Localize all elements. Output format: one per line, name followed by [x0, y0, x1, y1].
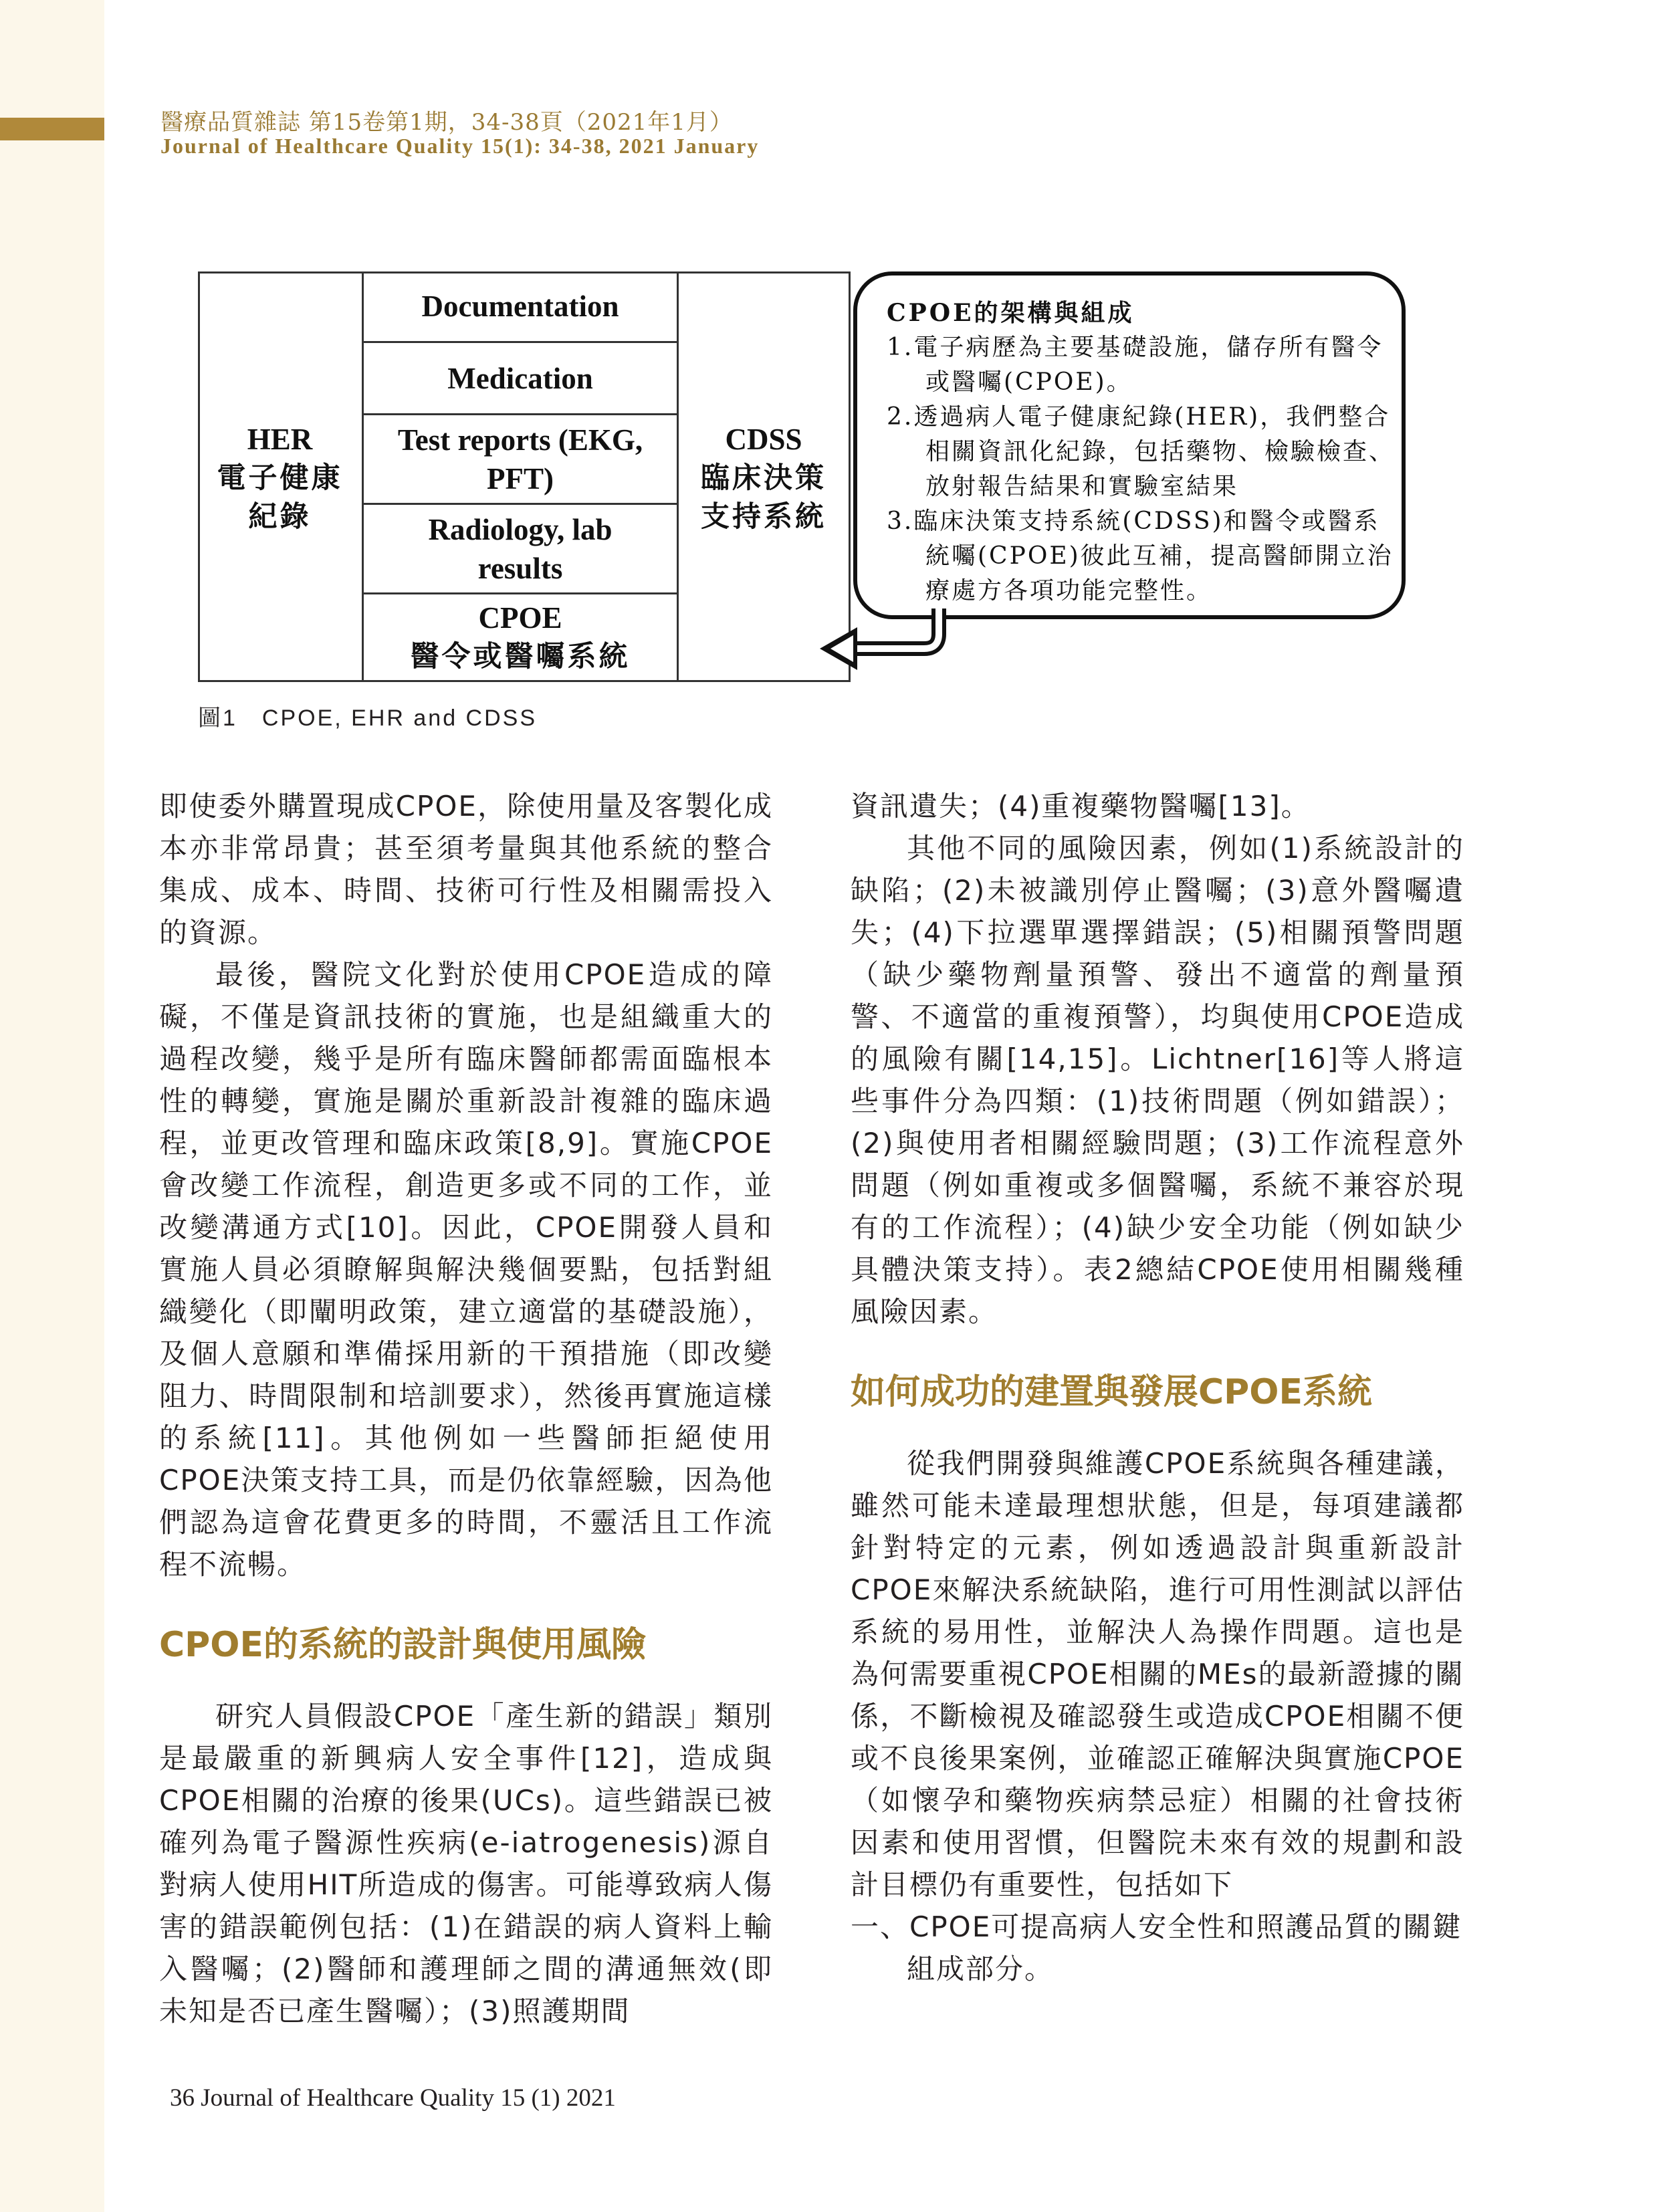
- callout-item: 1.電子病歷為主要基礎設施，儲存所有醫令或醫囑(CPOE)。: [887, 334, 1384, 396]
- section-heading: CPOE的系統的設計與使用風險: [159, 1625, 647, 1665]
- cpoe-callout-box: [853, 271, 1406, 619]
- body-paragraph: 資訊遺失；(4)重複藥物醫囑[13]。: [851, 790, 1311, 822]
- right-column: [851, 785, 1464, 1990]
- page-footer: 36 Journal of Healthcare Quality 15 (1) 2021: [170, 2084, 616, 2112]
- cell-text-zh: 醫令或醫囑系統: [410, 640, 631, 673]
- body-paragraph: 其他不同的風險因素，例如(1)系統設計的缺陷；(2)未被識別停止醫囑；(3)意外醫囑遺失；(4)下拉選單選擇錯誤；(5)相關預警問題（缺少藥物劑量預警、發出不適當的劑量預警、不適當的重複預警），均與使用CPOE造成的風險有關[14,15]。Lichtner[16]等人將這些事件分為四類：(1)技術問題（例如錯誤）；(2)與使用者相關經驗問題；(3)工作流程意外問題（例如重複或多個醫囑，系統不兼容於現有的工作流程）；(4)缺少安全功能（例如缺少具體決策支持）。表2總結CPOE使用相關幾種風險因素。: [851, 832, 1464, 1328]
- callout-item: 2.透過病人電子健康紀錄(HER)，我們整合相關資訊化紀錄，包括藥物、檢驗檢查、放射報告結果和實驗室結果: [887, 403, 1396, 500]
- section-heading: 如何成功的建置與發展CPOE系統: [851, 1372, 1373, 1412]
- callout-item: 3.臨床決策支持系統(CDSS)和醫令或醫系統囑(CPOE)彼此互補，提高醫師開立治療處方各項功能完整性。: [887, 508, 1394, 604]
- cdss-label-zh-2: 支持系統: [701, 500, 826, 534]
- her-cell: [198, 271, 362, 682]
- callout-arrow-icon: [814, 609, 948, 682]
- figure-caption: 圖1 CPOE, EHR and CDSS: [198, 705, 538, 731]
- cell-text: Medication: [447, 361, 593, 395]
- body-paragraph: 研究人員假設CPOE「產生新的錯誤」類別是最嚴重的新興病人安全事件[12]，造成與CPOE相關的治療的後果(UCs)。這些錯誤已被確列為電子醫源性疾病(e-iatrogenesis)源自對病人使用HIT所造成的傷害。可能導致病人傷害的錯誤範例包括：(1)在錯誤的病人資料上輸入醫囑；(2)醫師和護理師之間的溝通無效(即未知是否已產生醫囑）；(3)照護期間: [159, 1700, 773, 2027]
- body-paragraph: 最後，醫院文化對於使用CPOE造成的障礙，不僅是資訊技術的實施，也是組織重大的過程改變，幾乎是所有臨床醫師都需面臨根本性的轉變，實施是關於重新設計複雜的臨床過程，並更改管理和臨床政策[8,9]。實施CPOE會改變工作流程，創造更多或不同的工作，並改變溝通方式[10]。因此，CPOE開發人員和實施人員必須瞭解與解決幾個要點，包括對組織變化（即闡明政策，建立適當的基礎設施），及個人意願和準備採用新的干預措施（即改變阻力、時間限制和培訓要求），然後再實施這樣的系統[11]。其他例如一些醫師拒絕使用CPOE決策支持工具，而是仍依靠經驗，因為他們認為這會花費更多的時間，不靈活且工作流程不流暢。: [159, 958, 773, 1581]
- cdss-label-zh-1: 臨床決策: [701, 461, 826, 495]
- her-label-zh-1: 電子健康: [217, 461, 343, 495]
- cell-documentation: [364, 271, 677, 341]
- list-item: 一、CPOE可提高病人安全性和照護品質的關鍵組成部分。: [851, 1910, 1462, 1985]
- cell-radiology: [364, 505, 677, 592]
- cell-text: CPOE: [478, 601, 562, 635]
- cell-cpoe: [364, 594, 677, 680]
- cell-text: Radiology, lab: [428, 512, 613, 546]
- cell-text: results: [477, 551, 563, 585]
- her-label: HER: [247, 423, 313, 456]
- cell-text: PFT): [487, 461, 554, 495]
- journal-header-zh: 醫療品質雜誌 第15卷第1期，34-38頁（2021年1月）: [160, 109, 733, 136]
- page-margin-strip: [0, 0, 104, 2212]
- her-label-zh-2: 紀錄: [248, 500, 312, 534]
- callout-title: CPOE的架構與組成: [887, 299, 1135, 327]
- left-column: [159, 785, 773, 2032]
- cell-text: Test reports (EKG,: [397, 423, 643, 457]
- cell-medication: [364, 343, 677, 413]
- header-accent-bar: [0, 118, 104, 140]
- cell-test-reports: [364, 415, 677, 503]
- cell-text: Documentation: [421, 290, 619, 323]
- journal-header-en: Journal of Healthcare Quality 15(1): 34-38, 2021 January: [160, 134, 760, 158]
- figure-1: [198, 271, 853, 685]
- body-paragraph: 從我們開發與維護CPOE系統與各種建議，雖然可能未達最理想狀態，但是，每項建議都針對特定的元素，例如透過設計與重新設計CPOE來解決系統缺陷，進行可用性測試以評估系統的易用性，並解決人為操作問題。這也是為何需要重視CPOE相關的MEs的最新證據的關係，不斷檢視及確認發生或造成CPOE相關不便或不良後果案例，並確認正確解決與實施CPOE（如懷孕和藥物疾病禁忌症）相關的社會技術因素和使用習慣，但醫院未來有效的規劃和設計目標仍有重要性，包括如下: [851, 1447, 1464, 1901]
- cdss-label: CDSS: [725, 423, 802, 456]
- body-paragraph: 即使委外購置現成CPOE，除使用量及客製化成本亦非常昂貴；甚至須考量與其他系統的整合集成、成本、時間、技術可行性及相關需投入的資源。: [159, 790, 773, 949]
